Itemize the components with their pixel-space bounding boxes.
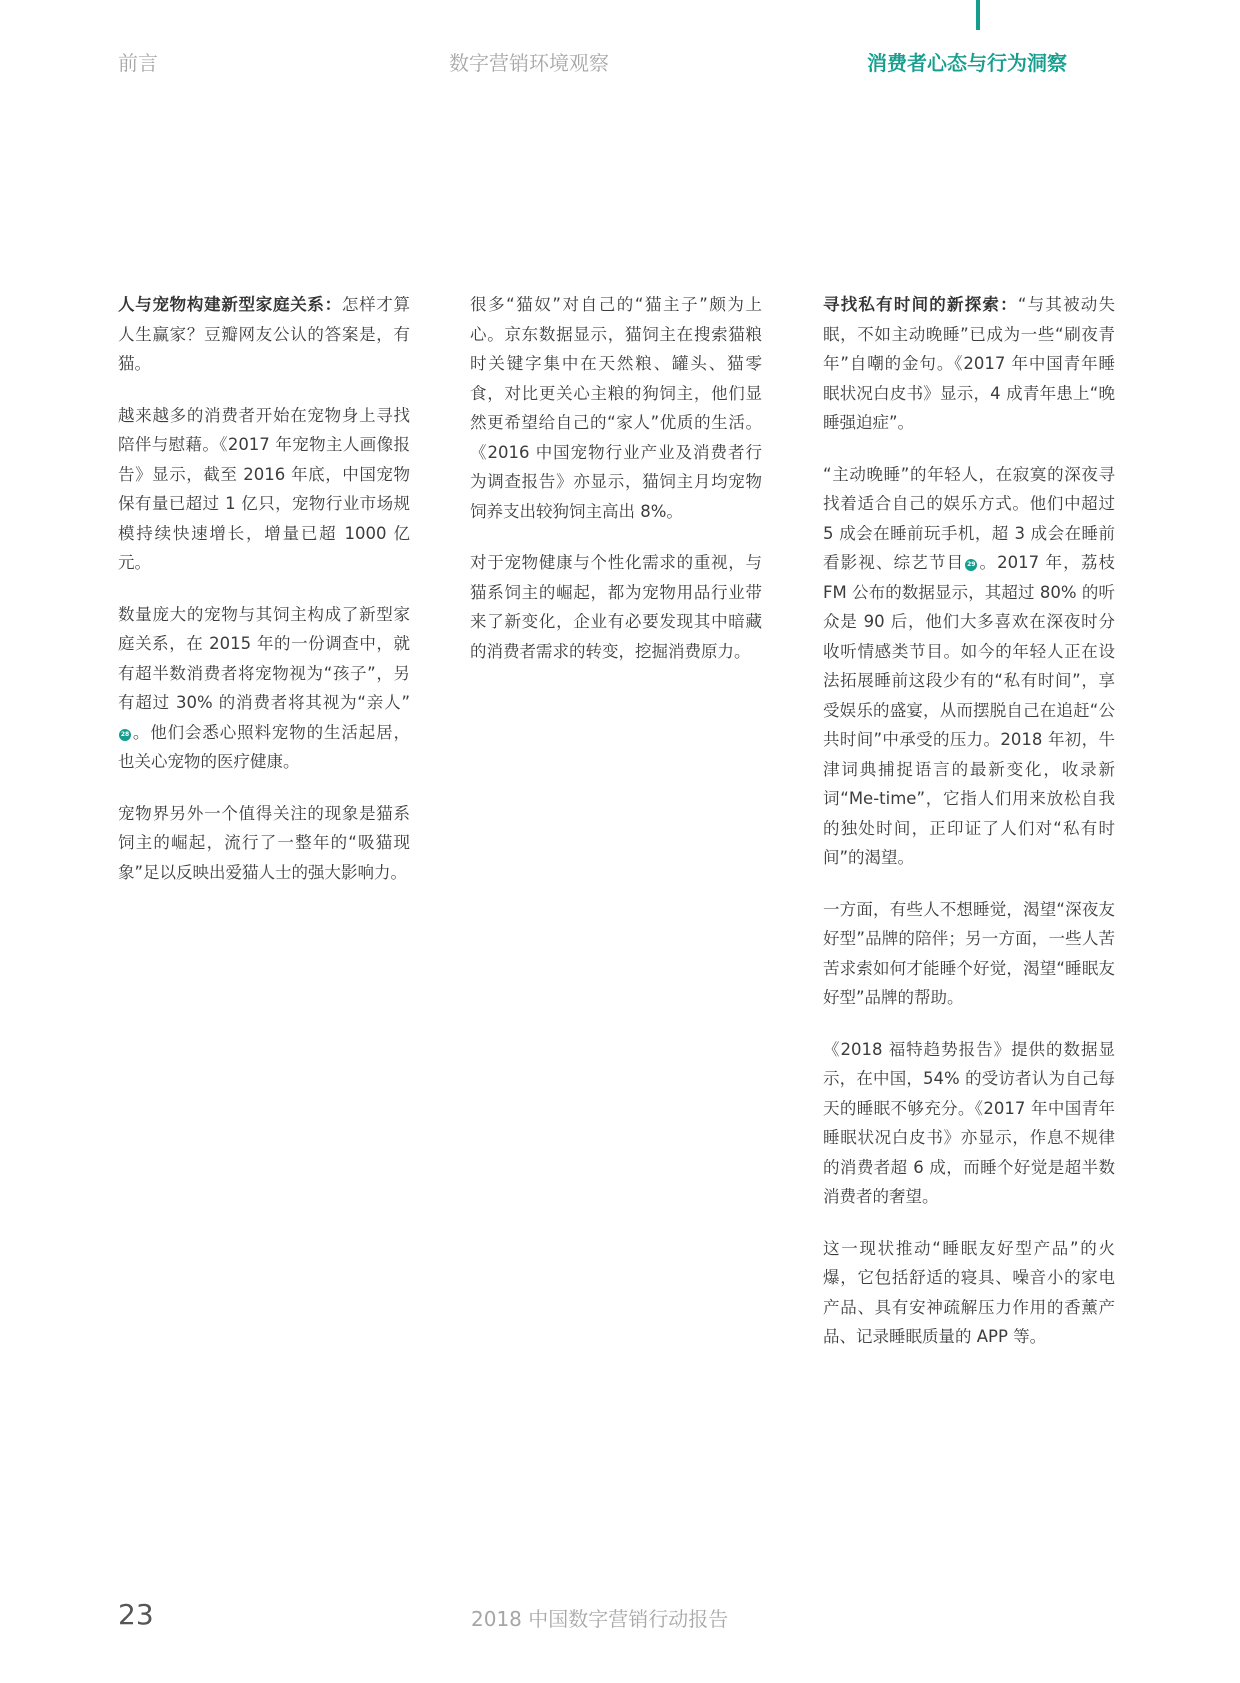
nav-item-consumer-insight[interactable]: 消费者心态与行为洞察 [867,51,1067,75]
nav-item-digital-marketing[interactable]: 数字营销环境观察 [449,51,609,75]
page-number: 23 [118,1598,154,1631]
paragraph: 一方面，有些人不想睡觉，渴望“深夜友好型”品牌的陪伴；另一方面，一些人苦苦求索如何才能睡个好觉，渴望“睡眠友好型”品牌的帮助。 [823,899,1115,1007]
text-column-3 [823,290,1115,1374]
paragraph: 宠物界另外一个值得关注的现象是猫系饲主的崛起，流行了一整年的“吸猫现象”足以反映出爱猫人士的强大影响力。 [118,803,410,882]
paragraph: 《2018 福特趋势报告》提供的数据显示，在中国，54% 的受访者认为自己每天的睡眠不够充分。《2017 年中国青年睡眠状况白皮书》亦显示，作息不规律的消费者超 6 成，而睡个好觉是超半数消费者的奢望。 [823,1039,1115,1206]
paragraph: 人与宠物构建新型家庭关系：怎样才算人生赢家？豆瓣网友公认的答案是，有猫。 [118,295,410,373]
paragraph: 寻找私有时间的新探索：“与其被动失眠，不如主动晚睡”已成为一些“刷夜青年”自嘲的金句。《2017 年中国青年睡眠状况白皮书》显示，4 成青年患上“晚睡强迫症”。 [823,295,1115,432]
paragraph: 越来越多的消费者开始在宠物身上寻找陪伴与慰藉。《2017 年宠物主人画像报告》显示，截至 2016 年底，中国宠物保有量已超过 1 亿只，宠物行业市场规模持续快速增长，增量已超 1000 亿元。 [118,405,410,572]
text-column-2 [470,290,762,688]
paragraph-lead: 寻找私有时间的新探索： [823,295,1018,314]
paragraph: “主动晚睡”的年轻人，在寂寞的深夜寻找着适合自己的娱乐方式。他们中超过 5 成会在睡前玩手机，超 3 成会在睡前看影视、综艺节目 29 。2017 年，荔枝 FM 公布的数据显示，其超过 80% 的听众是 90 后，他们大多喜欢在深夜时分收听情感类节目。如今的年轻人正在设法拓展睡前这段少有的“私有时间”，享受娱乐的盛宴，从而摆脱自己在追赶“公共时间”中承受的压力。2018 年初，牛津词典捕捉语言的最新变化，收录新词“Me-time”，它指人们用来放松自我的独处时间，正印证了人们对“私有时间”的渴望。 [823,464,1115,867]
header-accent-bar [976,0,980,30]
text-column-1 [118,290,410,909]
nav-item-preface[interactable]: 前言 [118,51,158,75]
paragraph: 这一现状推动“睡眠友好型产品”的火爆，它包括舒适的寝具、噪音小的家电产品、具有安神疏解压力作用的香薰产品、记录睡眠质量的 APP 等。 [823,1238,1115,1346]
paragraph: 对于宠物健康与个性化需求的重视，与猫系饲主的崛起，都为宠物用品行业带来了新变化，企业有必要发现其中暗藏的消费者需求的转变，挖掘消费原力。 [470,553,762,661]
footnote-marker[interactable]: 29 [965,559,977,571]
paragraph-lead: 人与宠物构建新型家庭关系： [118,295,342,314]
footnote-marker[interactable]: 28 [119,729,131,741]
report-title: 2018 中国数字营销行动报告 [471,1607,729,1631]
paragraph: 数量庞大的宠物与其饲主构成了新型家庭关系，在 2015 年的一份调查中，就有超半数消费者将宠物视为“孩子”，另有超过 30% 的消费者将其视为“亲人”28 。他们会悉心照料宠物的生活起居，也关心宠物的医疗健康。 [118,604,410,771]
paragraph: 很多“猫奴”对自己的“猫主子”颇为上心。京东数据显示，猫饲主在搜索猫粮时关键字集中在天然粮、罐头、猫零食，对比更关心主粮的狗饲主，他们显然更希望给自己的“家人”优质的生活。《2016 中国宠物行业产业及消费者行为调查报告》亦显示，猫饲主月均宠物饲养支出较狗饲主高出 8%。 [470,295,762,521]
